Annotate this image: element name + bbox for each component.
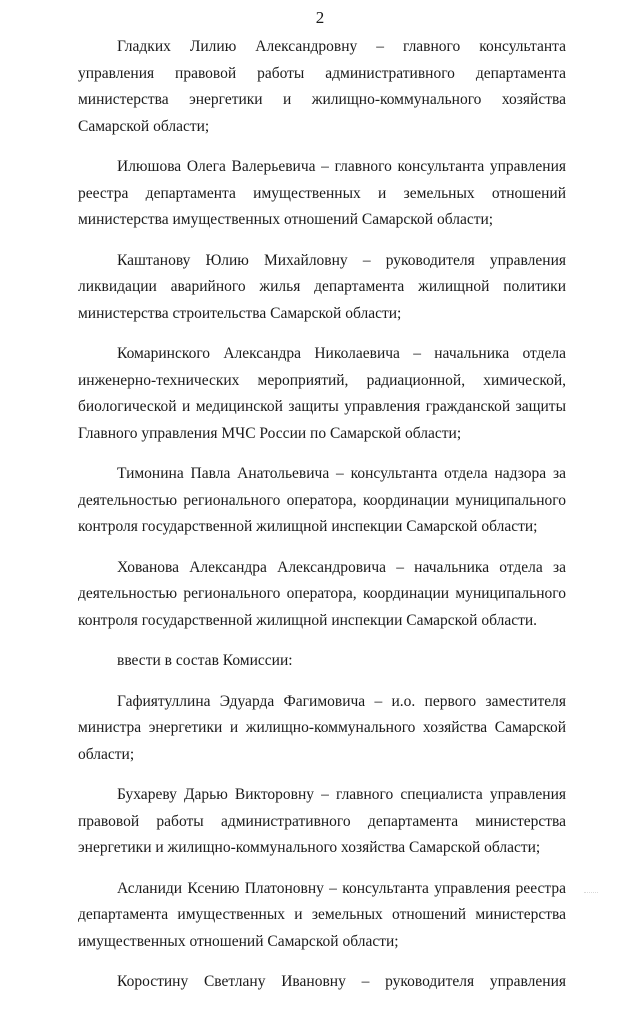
paragraph-gafiyatullin: Гафиятуллина Эдуарда Фагимовича – и.о. первого заместителя министра энергетики и жилищно-коммунального хозяйства Самарской области;: [78, 692, 566, 763]
scan-speck: [584, 886, 598, 893]
paragraph-khovanov: Хованова Александра Александровича – начальника отдела за деятельностью регионального оператора, координации муниципального контроля государственной жилищной инспекции Самарской области.: [78, 558, 566, 629]
paragraph-ilyushov: Илюшова Олега Валерьевича – главного консультанта управления реестра департамента имущественных и земельных отношений министерства имущественных отношений Самарской области;: [78, 158, 566, 228]
paragraph-aslanidi: Асланиди Ксению Платоновну – консультанта управления реестра департамента имущественных и земельных отношений министерства имущественных отношений Самарской области;: [78, 879, 566, 950]
paragraph-bukhareva: Бухареву Дарью Викторовну – главного специалиста управления правовой работы административного департамента министерства энергетики и жилищно-коммунального хозяйства Самарской области;: [78, 786, 566, 856]
intro-line: ввести в состав Комиссии:: [117, 652, 293, 669]
paragraph-timonin: Тимонина Павла Анатольевича – консультанта отдела надзора за деятельностью регионального оператора, координации муниципального контроля государственной жилищной инспекции Самарской области;: [78, 465, 566, 535]
document-body: [78, 34, 566, 1010]
paragraph-gladkikh: Гладких Лилию Александровну – главного консультанта управления правовой работы административного департамента министерства энергетики и жилищно-коммунального хозяйства Самарской области;: [78, 38, 566, 135]
page-number: 2: [315, 8, 325, 27]
paragraph-komarinsky: Комаринского Александра Николаевича – начальника отдела инженерно-технических мероприятий, радиационной, химической, биологической и медицинской защиты управления гражданской защиты Главного управления МЧС России по Самарской области;: [78, 345, 566, 442]
paragraph-kashtanova: Каштанову Юлию Михайловну – руководителя управления ликвидации аварийного жилья департамента жилищной политики министерства строительства Самарской области;: [78, 251, 566, 322]
paragraph-korostina: Коростину Светлану Ивановну – руководителя управления: [117, 973, 566, 990]
